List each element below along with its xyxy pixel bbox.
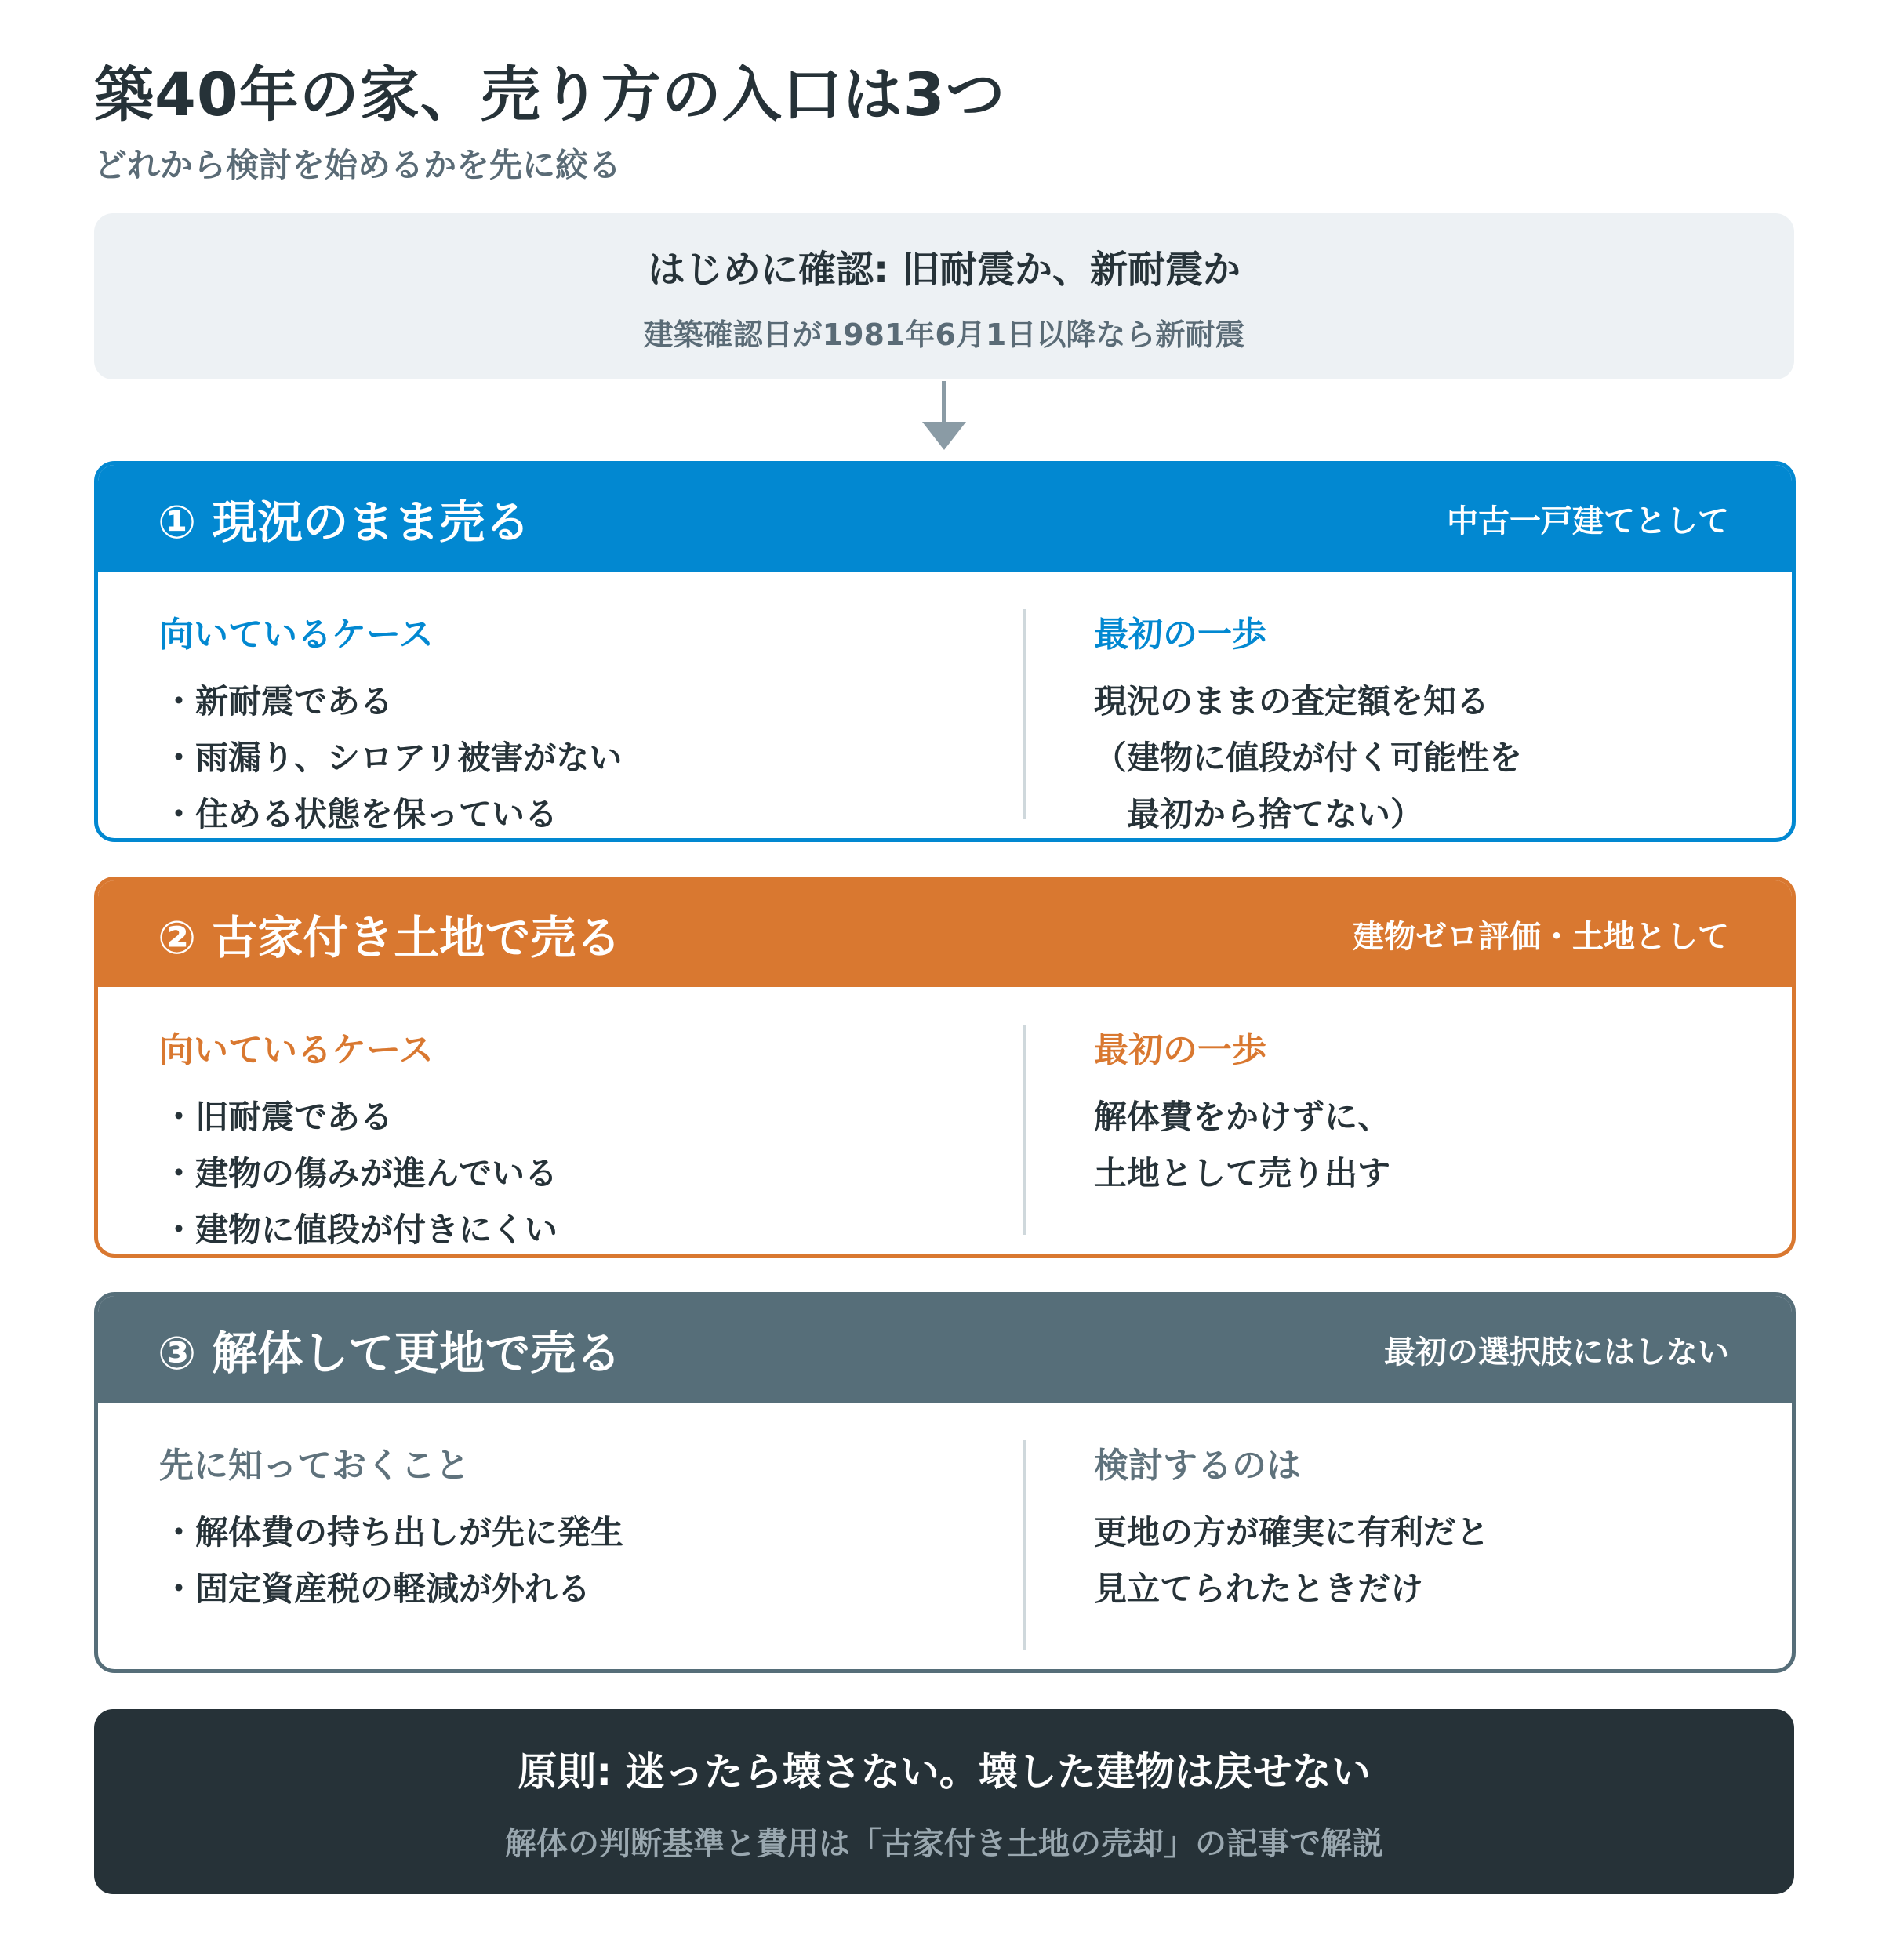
- bullet-item: ・解体費の持ち出しが先に発生: [162, 1513, 624, 1552]
- option-right-column: [1094, 1437, 1768, 1617]
- text-line: （建物に値段が付く可能性を: [1094, 739, 1523, 777]
- text-line: 土地として売り出す: [1094, 1154, 1391, 1192]
- bullet-item: ・雨漏り、シロアリ被害がない: [162, 739, 623, 777]
- bullet-item: ・旧耐震である: [162, 1098, 394, 1136]
- option-body: [98, 572, 1792, 842]
- check-title: はじめに確認: 旧耐震か、新耐震か: [648, 248, 1241, 292]
- bullet-item: ・住める状態を保っている: [162, 795, 558, 833]
- right-column-heading: 最初の一歩: [1094, 615, 1266, 655]
- right-column-heading: 最初の一歩: [1094, 1030, 1266, 1070]
- option-left-column: [159, 1022, 943, 1258]
- option-right-column: [1094, 606, 1768, 842]
- check-box: [94, 213, 1794, 379]
- option-header: [98, 1296, 1792, 1403]
- option-card-2: [94, 877, 1796, 1258]
- down-arrow-icon: [922, 381, 966, 453]
- principle-title: 原則: 迷ったら壊さない。壊した建物は戻せない: [518, 1748, 1371, 1795]
- check-subtitle: 建築確認日が1981年6月1日以降なら新耐震: [643, 318, 1245, 352]
- left-column-heading: 先に知っておくこと: [159, 1446, 470, 1486]
- right-column-heading: 検討するのは: [1094, 1446, 1301, 1486]
- text-line: 解体費をかけずに、: [1094, 1098, 1391, 1136]
- bullet-item: ・建物に値段が付きにくい: [162, 1210, 558, 1249]
- text-line: 見立てられたときだけ: [1094, 1570, 1424, 1608]
- option-right-column: [1094, 1022, 1768, 1202]
- bullet-item: ・新耐震である: [162, 682, 394, 720]
- text-line: 更地の方が確実に有利だと: [1094, 1513, 1490, 1552]
- bullet-item: ・固定資産税の軽減が外れる: [162, 1570, 591, 1608]
- option-title: ② 古家付き土地で売る: [158, 911, 622, 964]
- page-subtitle: どれから検討を始めるかを先に絞る: [94, 146, 622, 184]
- option-tag: 建物ゼロ評価・土地として: [1353, 918, 1729, 955]
- option-header: [98, 465, 1792, 572]
- option-left-column: [159, 1437, 943, 1617]
- option-title: ③ 解体して更地で売る: [158, 1327, 622, 1380]
- text-line: 現況のままの査定額を知る: [1094, 682, 1490, 720]
- principle-box: [94, 1709, 1794, 1894]
- left-column-heading: 向いているケース: [159, 1030, 434, 1070]
- text-line: 最初から捨てない）: [1094, 795, 1424, 833]
- option-title: ① 現況のまま売る: [158, 495, 531, 549]
- column-divider: [1023, 1025, 1026, 1235]
- option-left-column: [159, 606, 943, 842]
- option-tag: 中古一戸建てとして: [1447, 503, 1729, 539]
- bullet-item: ・建物の傷みが進んでいる: [162, 1154, 558, 1192]
- principle-subtitle: 解体の判断基準と費用は「古家付き土地の売却」の記事で解説: [505, 1825, 1383, 1862]
- option-tag: 最初の選択肢にはしない: [1384, 1334, 1729, 1370]
- column-divider: [1023, 609, 1026, 819]
- column-divider: [1023, 1440, 1026, 1650]
- option-body: [98, 987, 1792, 1258]
- left-column-heading: 向いているケース: [159, 615, 434, 655]
- option-header: [98, 880, 1792, 987]
- option-card-3: [94, 1292, 1796, 1673]
- option-card-1: [94, 461, 1796, 842]
- page-title: 築40年の家、売り方の入口は3つ: [94, 60, 1006, 129]
- option-body: [98, 1403, 1792, 1673]
